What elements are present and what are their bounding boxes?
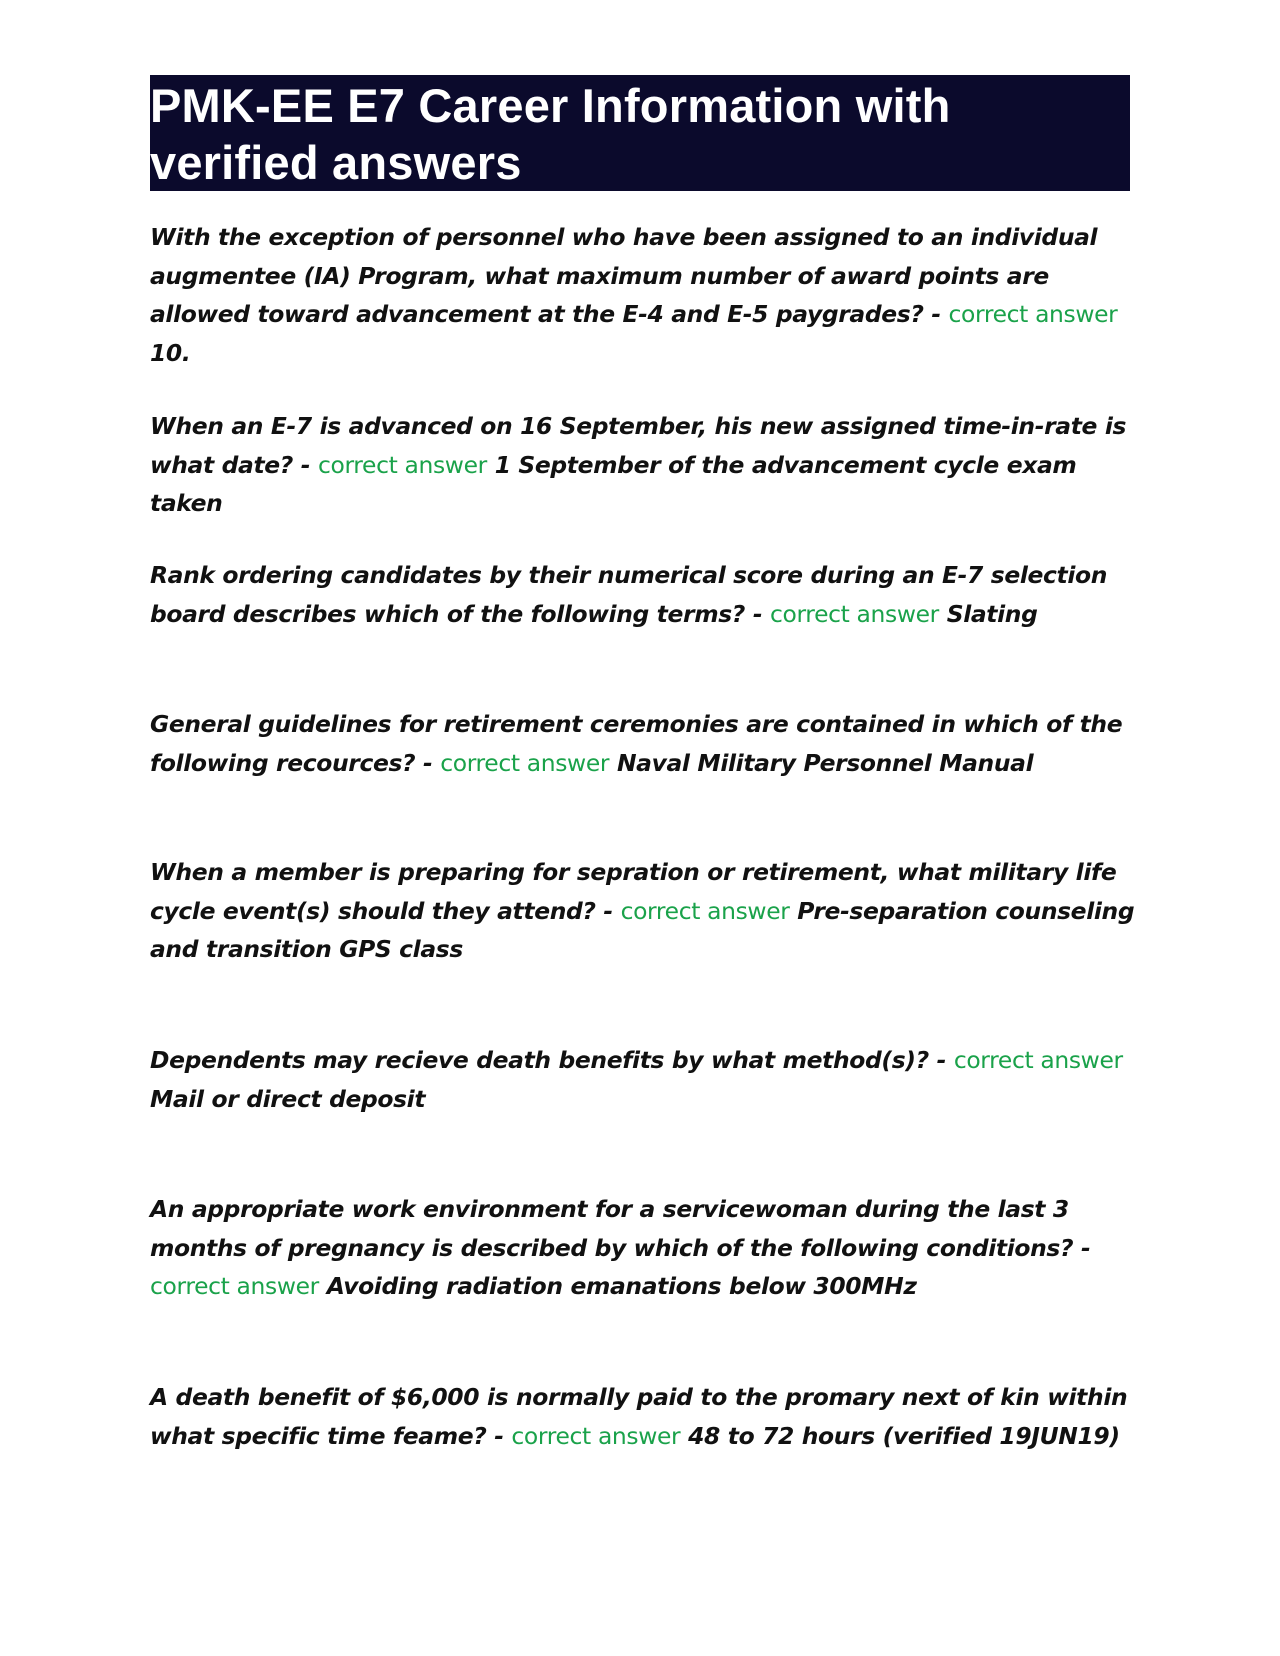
answer-text: Avoiding radiation emanations below 300MHz <box>326 1272 917 1300</box>
question-text: With the exception of personnel who have been assigned to an individual augmentee (IA) Program, what maximum number of award points are allowed toward advancement at the E-4 and E-5 paygrades? - <box>150 223 1098 328</box>
qa-item-5 <box>150 853 1140 969</box>
correct-answer-label: correct answer <box>769 599 939 628</box>
correct-answer-label: correct answer <box>150 1272 319 1300</box>
question-text: When an E-7 is advanced on 16 September, his new assigned time-in-rate is what date? - <box>150 412 1127 479</box>
answer-text: Pre-separation counseling and transition GPS class <box>150 896 1135 963</box>
question-text: Dependents may recieve death benefits by what method(s)? - <box>150 1046 947 1074</box>
qa-item-2 <box>150 407 1140 523</box>
qa-item-8 <box>150 1378 1140 1455</box>
correct-answer-label: correct answer <box>620 896 790 925</box>
correct-answer-label: correct answer <box>317 450 487 479</box>
question-text: Rank ordering candidates by their numerical score during an E-7 selection board describes which of the following terms? - <box>150 561 1108 628</box>
question-text: A death benefit of $6,000 is normally paid to the promary next of kin within what specific time feame? - <box>150 1383 1128 1450</box>
answer-text: 48 to 72 hours (verified 19JUN19) <box>688 1421 1120 1450</box>
correct-answer-label: correct answer <box>953 1046 1123 1074</box>
correct-answer-label: correct answer <box>511 1421 681 1450</box>
question-text: When a member is preparing for sepration or retirement, what military life cycle event(s) should they attend? - <box>150 858 1117 925</box>
qa-item-1 <box>150 218 1140 372</box>
qa-item-4 <box>150 705 1140 782</box>
correct-answer-label: correct answer <box>440 748 610 777</box>
answer-text: Naval Military Personnel Manual <box>616 748 1034 777</box>
question-text: An appropriate work environment for a servicewoman during the last 3 months of pregnancy is described by which of the following conditions? - <box>150 1195 1091 1262</box>
qa-item-7 <box>150 1190 1140 1306</box>
question-text: General guidelines for retirement ceremonies are contained in which of the following recources? - <box>150 710 1123 777</box>
qa-item-6 <box>150 1041 1140 1118</box>
correct-answer-label: correct answer <box>948 300 1118 328</box>
page-title: PMK-EE E7 Career Information with verified answers <box>150 79 951 189</box>
answer-text: Slating <box>946 599 1038 628</box>
answer-text: Mail or direct deposit <box>150 1084 426 1113</box>
qa-item-3 <box>150 556 1140 633</box>
answer-text: 10. <box>150 338 191 367</box>
title-banner <box>150 75 1130 191</box>
answer-text: 1 September of the advancement cycle exam taken <box>150 450 1077 517</box>
